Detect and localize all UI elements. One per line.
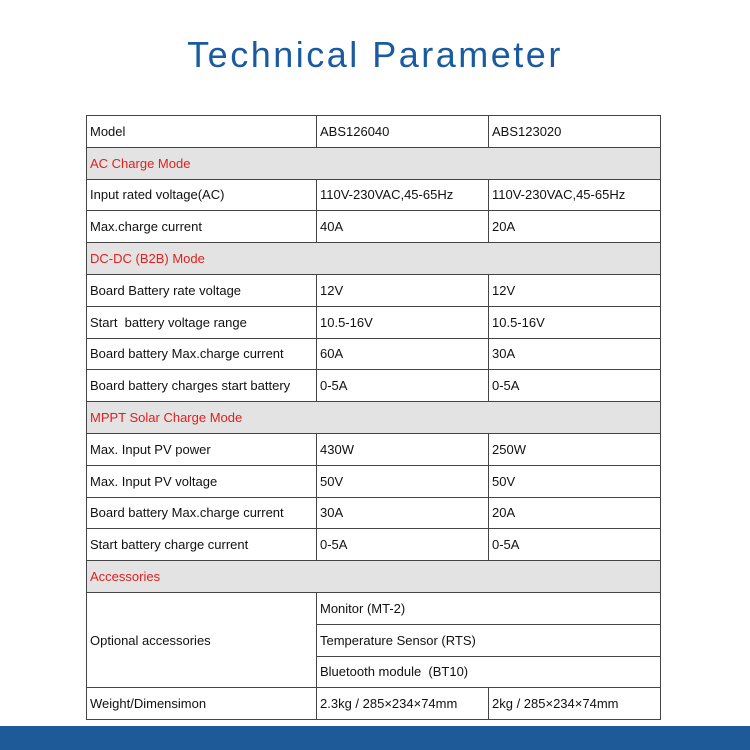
- table-row: [87, 306, 661, 338]
- model-col1: ABS126040: [317, 116, 489, 148]
- row-col2: 30A: [489, 338, 661, 370]
- section-title: DC-DC (B2B) Mode: [87, 243, 661, 275]
- accessory-item: Temperature Sensor (RTS): [317, 624, 661, 656]
- bottom-bar: [0, 726, 750, 750]
- table-row: [87, 211, 661, 243]
- table-row: [87, 338, 661, 370]
- row-col1: 12V: [317, 274, 489, 306]
- row-col2: 20A: [489, 497, 661, 529]
- row-col1: 0-5A: [317, 529, 489, 561]
- row-col2: 12V: [489, 274, 661, 306]
- row-col2: 10.5-16V: [489, 306, 661, 338]
- row-col1: 10.5-16V: [317, 306, 489, 338]
- row-col2: 110V-230VAC,45-65Hz: [489, 179, 661, 211]
- row-label: Board battery Max.charge current: [87, 497, 317, 529]
- row-col2: 0-5A: [489, 529, 661, 561]
- table-row: [87, 497, 661, 529]
- page-title: Technical Parameter: [187, 34, 563, 75]
- table-row: [87, 529, 661, 561]
- row-label: Max. Input PV voltage: [87, 465, 317, 497]
- row-col2: 2kg / 285×234×74mm: [489, 688, 661, 720]
- table-row: [87, 592, 661, 624]
- row-col1: 60A: [317, 338, 489, 370]
- table-row: [87, 179, 661, 211]
- row-col2: 250W: [489, 433, 661, 465]
- row-col1: 50V: [317, 465, 489, 497]
- row-col1: 0-5A: [317, 370, 489, 402]
- row-col1: 40A: [317, 211, 489, 243]
- table-header-row: [87, 116, 661, 148]
- row-label: Board battery Max.charge current: [87, 338, 317, 370]
- row-col2: 50V: [489, 465, 661, 497]
- table-row: [87, 465, 661, 497]
- row-col2: 0-5A: [489, 370, 661, 402]
- section-title: Accessories: [87, 561, 661, 593]
- section-row-ac: [87, 147, 661, 179]
- section-row-mppt: [87, 402, 661, 434]
- optional-accessories-label: Optional accessories: [87, 592, 317, 687]
- row-label: Board battery charges start battery: [87, 370, 317, 402]
- row-label: Board Battery rate voltage: [87, 274, 317, 306]
- row-col1: 430W: [317, 433, 489, 465]
- model-label: Model: [87, 116, 317, 148]
- row-label: Weight/Dimensimon: [87, 688, 317, 720]
- table-row: [87, 370, 661, 402]
- accessory-item: Monitor (MT-2): [317, 592, 661, 624]
- section-title: AC Charge Mode: [87, 147, 661, 179]
- table-row: [87, 433, 661, 465]
- row-label: Start battery voltage range: [87, 306, 317, 338]
- row-col1: 110V-230VAC,45-65Hz: [317, 179, 489, 211]
- section-row-dcdc: [87, 243, 661, 275]
- spec-table: [86, 115, 661, 720]
- model-col2: ABS123020: [489, 116, 661, 148]
- section-title: MPPT Solar Charge Mode: [87, 402, 661, 434]
- row-label: Max.charge current: [87, 211, 317, 243]
- row-col1: 30A: [317, 497, 489, 529]
- accessory-item: Bluetooth module (BT10): [317, 656, 661, 688]
- section-row-accessories: [87, 561, 661, 593]
- table-row: [87, 274, 661, 306]
- row-label: Max. Input PV power: [87, 433, 317, 465]
- row-col2: 20A: [489, 211, 661, 243]
- row-label: Input rated voltage(AC): [87, 179, 317, 211]
- row-col1: 2.3kg / 285×234×74mm: [317, 688, 489, 720]
- row-label: Start battery charge current: [87, 529, 317, 561]
- table-row: [87, 688, 661, 720]
